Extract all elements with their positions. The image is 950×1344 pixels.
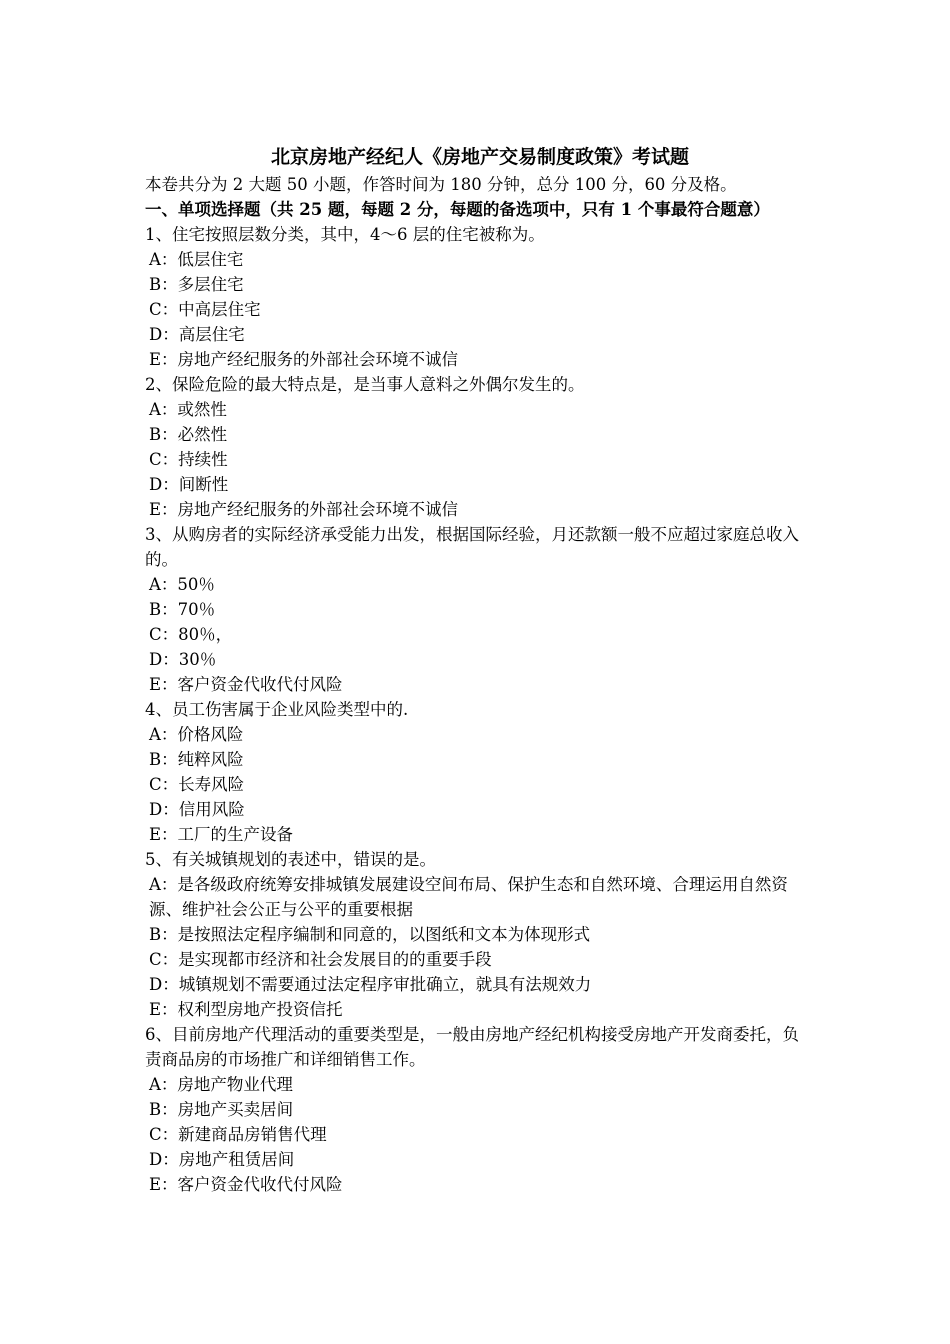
question-item [145,1022,815,1197]
answer-option: E：房地产经纪服务的外部社会环境不诚信 [149,350,459,369]
answer-option: C：持续性 [149,450,228,469]
answer-option: A：房地产物业代理 [149,1075,293,1094]
answer-option: D：30％ [149,650,217,669]
answer-option: A：或然性 [149,400,227,419]
answer-option: B：房地产买卖居间 [149,1100,294,1119]
question-item [145,847,815,1022]
question-stem: 1、住宅按照层数分类，其中，4～6 层的住宅被称为。 [145,225,545,244]
answer-option: B：多层住宅 [149,275,244,294]
answer-option: C：是实现都市经济和社会发展目的的重要手段 [149,950,492,969]
answer-option: B：必然性 [149,425,228,444]
question-stem: 5、有关城镇规划的表述中，错误的是。 [145,850,436,869]
answer-option: E：客户资金代收代付风险 [149,1175,343,1194]
question-stem: 3、从购房者的实际经济承受能力出发，根据国际经验，月还款额一般不应超过家庭总收入的。 [145,525,799,569]
question-stem: 6、目前房地产代理活动的重要类型是，一般由房地产经纪机构接受房地产开发商委托，负责商品房的市场推广和详细销售工作。 [145,1025,799,1069]
answer-option: E：客户资金代收代付风险 [149,675,343,694]
answer-option: C：新建商品房销售代理 [149,1125,327,1144]
answer-option: D：间断性 [149,475,229,494]
section-heading: 一、单项选择题（共 25 题，每题 2 分，每题的备选项中，只有 1 个事最符合题意） [145,200,770,219]
exam-intro: 本卷共分为 2 大题 50 小题，作答时间为 180 分钟，总分 100 分，60 分及格。 [145,175,737,194]
answer-option: C：中高层住宅 [149,300,261,319]
question-list [145,222,815,1197]
answer-option: E：工厂的生产设备 [149,825,294,844]
question-stem: 4、员工伤害属于企业风险类型中的. [145,700,409,719]
answer-option: D：信用风险 [149,800,245,819]
answer-option: D：城镇规划不需要通过法定程序审批确立，就具有法规效力 [149,975,592,994]
answer-option: D：高层住宅 [149,325,245,344]
answer-option: C：长寿风险 [149,775,245,794]
question-item [145,697,815,847]
answer-option: A：低层住宅 [149,250,244,269]
answer-option: E：权利型房地产投资信托 [149,1000,343,1019]
document-page [145,142,815,1197]
answer-option: C：80％， [149,625,233,644]
question-item [145,222,815,372]
answer-option: A：是各级政府统筹安排城镇发展建设空间布局、保护生态和自然环境、合理运用自然资源、维护社会公正与公平的重要根据 [149,875,788,919]
question-item [145,522,815,697]
answer-option: B：是按照法定程序编制和同意的，以图纸和文本为体现形式 [149,925,591,944]
answer-option: D：房地产租赁居间 [149,1150,295,1169]
answer-option: E：房地产经纪服务的外部社会环境不诚信 [149,500,459,519]
document-title: 北京房地产经纪人《房地产交易制度政策》考试题 [270,146,689,168]
answer-option: B：70％ [149,600,216,619]
answer-option: A：价格风险 [149,725,244,744]
question-item [145,372,815,522]
question-stem: 2、保险危险的最大特点是，是当事人意料之外偶尔发生的。 [145,375,585,394]
answer-option: A：50％ [149,575,215,594]
answer-option: B：纯粹风险 [149,750,244,769]
